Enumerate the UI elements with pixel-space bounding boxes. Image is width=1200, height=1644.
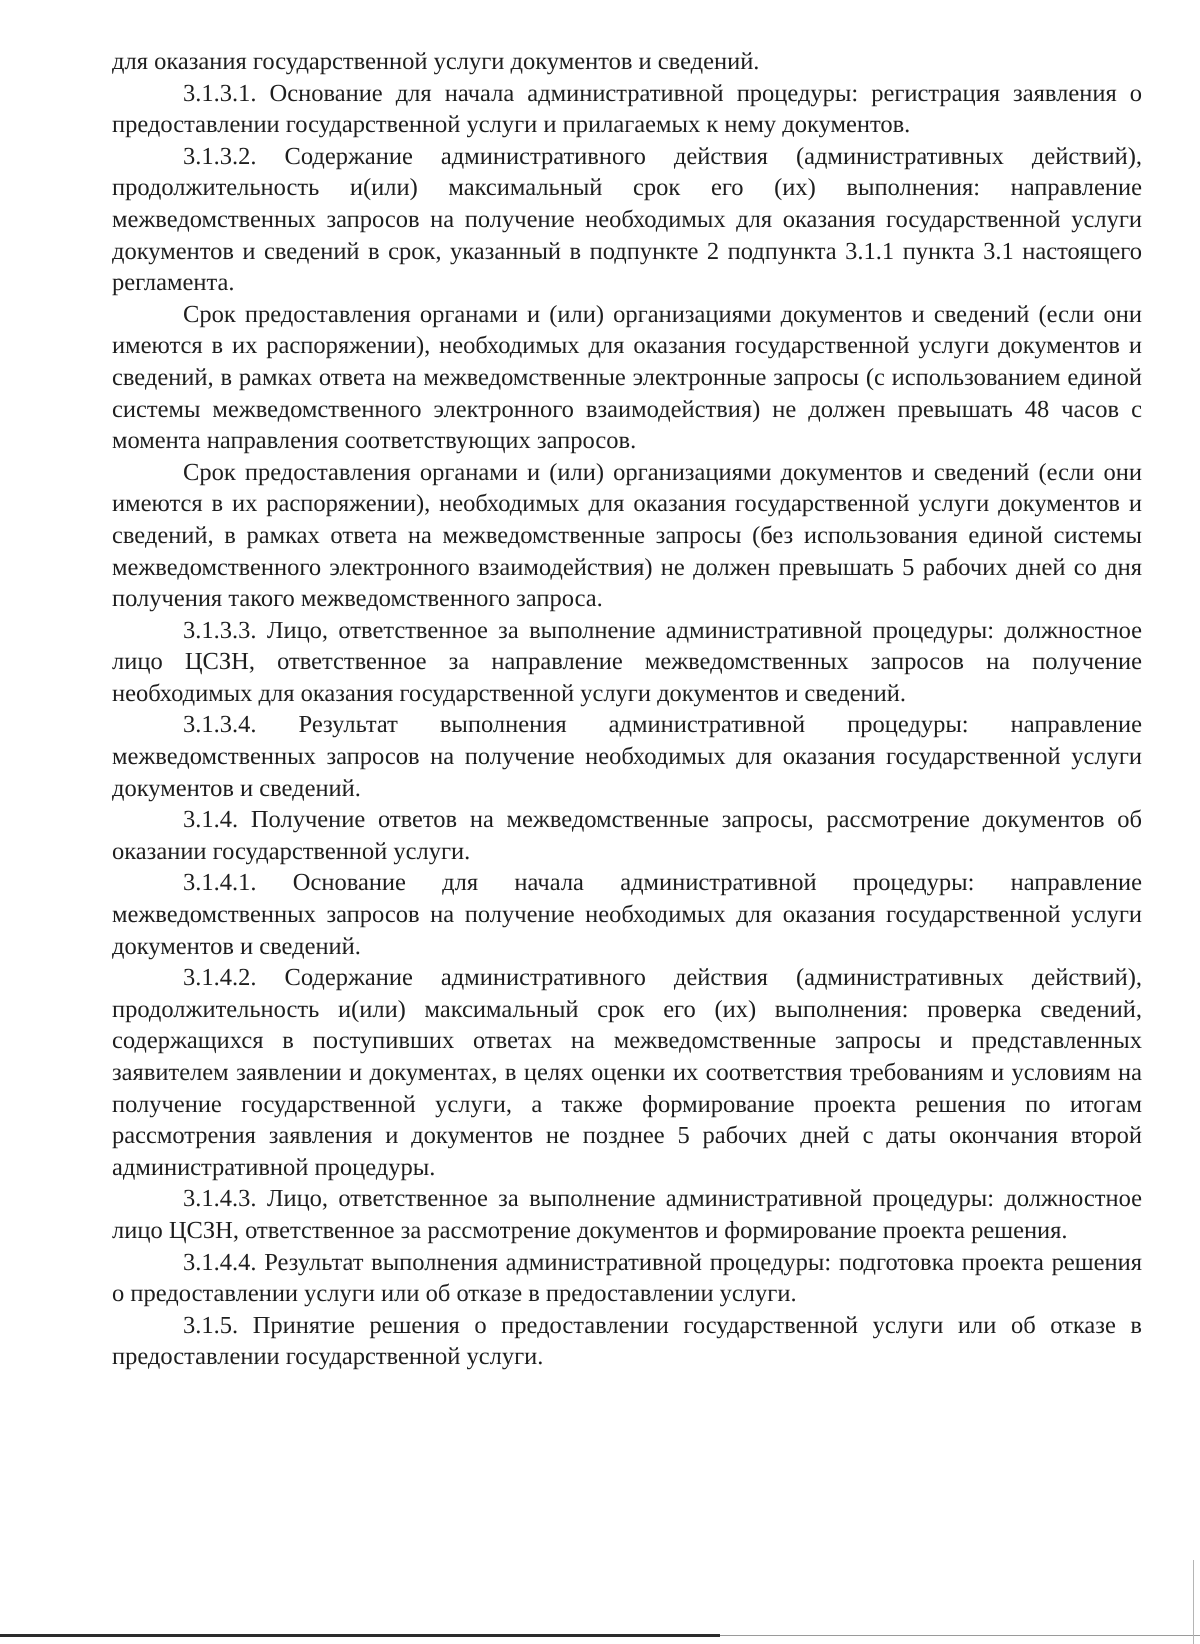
paragraph-continuation: для оказания государственной услуги документов и сведений. xyxy=(112,48,760,75)
paragraph-3-1-4-3: 3.1.4.3. Лицо, ответственное за выполнение административной процедуры: должностное лицо ЦСЗН, ответственное за рассмотрение документов и формирование проекта решения. xyxy=(112,1185,1142,1244)
page-bottom-rule xyxy=(0,1634,720,1637)
scan-edge-mark xyxy=(1193,1560,1194,1644)
paragraph-3-1-3-2: 3.1.3.2. Содержание административного действия (административных действий), продолжительность и(или) максимальный срок его (их) выполнения: направление межведомственных запросов на получение необходимых для оказания государственной услуги документов и сведений в срок, указанный в подпункте 2 подпункта 3.1.1 пункта 3.1 настоящего регламента. xyxy=(112,142,1142,297)
paragraph-non-electronic-requests-term: Срок предоставления органами и (или) организациями документов и сведений (если они имеются в их распоряжении), необходимых для оказания государственной услуги документов и сведений, в рамках ответа на межведомственные запросы (без использования единой системы межведомственного электронного взаимодействия) не должен превышать 5 рабочих дней со дня получения такого межведомственного запроса. xyxy=(112,458,1142,613)
paragraph-3-1-4-4: 3.1.4.4. Результат выполнения административной процедуры: подготовка проекта решения о предоставлении услуги или об отказе в предоставлении услуги. xyxy=(112,1248,1142,1308)
paragraph-3-1-4: 3.1.4. Получение ответов на межведомственные запросы, рассмотрение документов об оказании государственной услуги. xyxy=(112,806,1142,865)
paragraph-3-1-3-3: 3.1.3.3. Лицо, ответственное за выполнение административной процедуры: должностное лицо ЦСЗН, ответственное за направление межведомственных запросов на получение необходимых для оказания государственной услуги документов и сведений. xyxy=(112,616,1142,707)
paragraph-3-1-4-2: 3.1.4.2. Содержание административного действия (административных действий), продолжительность и(или) максимальный срок его (их) выполнения: проверка сведений, содержащихся в поступивших ответах на межведомственные запросы и представленных заявителем заявлении и документах, в целях оценки их соответствия требованиям и условиям на получение государственной услуги, а также формирование проекта решения по итогам рассмотрения заявления и документов не позднее 5 рабочих дней с даты окончания второй административной процедуры. xyxy=(112,964,1142,1181)
paragraph-electronic-requests-term: Срок предоставления органами и (или) организациями документов и сведений (если они имеются в их распоряжении), необходимых для оказания государственной услуги документов и сведений, в рамках ответа на межведомственные электронные запросы (с использованием единой системы межведомственного электронного взаимодействия) не должен превышать 48 часов с момента направления соответствующих запросов. xyxy=(112,300,1142,455)
paragraph-3-1-3-1: 3.1.3.1. Основание для начала административной процедуры: регистрация заявления о предоставлении государственной услуги и прилагаемых к нему документов. xyxy=(112,79,1142,139)
paragraph-3-1-5: 3.1.5. Принятие решения о предоставлении государственной услуги или об отказе в предоставлении государственной услуги. xyxy=(112,1311,1142,1371)
paragraph-3-1-4-1: 3.1.4.1. Основание для начала административной процедуры: направление межведомственных запросов на получение необходимых для оказания государственной услуги документов и сведений. xyxy=(112,869,1142,960)
page-bottom-rule-faint xyxy=(720,1635,1200,1636)
document-body xyxy=(112,46,1142,1373)
paragraph-3-1-3-4: 3.1.3.4. Результат выполнения административной процедуры: направление межведомственных запросов на получение необходимых для оказания государственной услуги документов и сведений. xyxy=(112,711,1142,802)
